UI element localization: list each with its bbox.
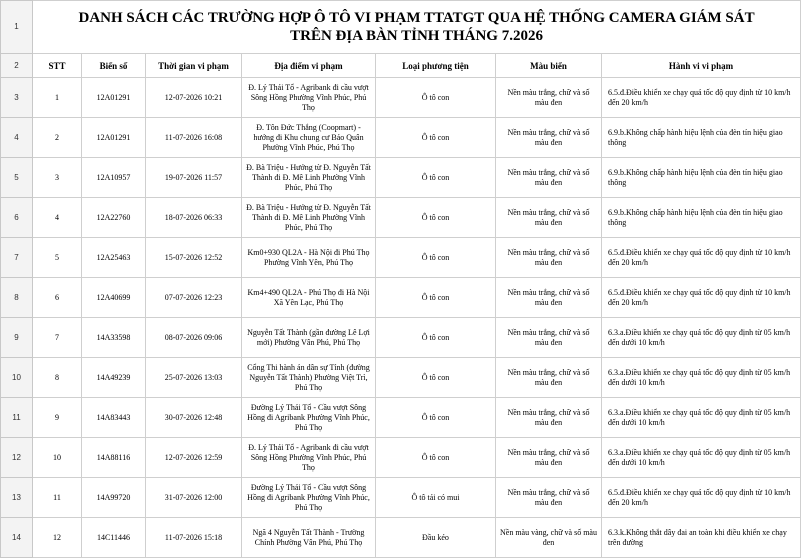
table-row [1, 278, 801, 318]
sheet-title[interactable] [33, 1, 801, 54]
table-row [1, 358, 801, 398]
table-row [1, 118, 801, 158]
cell-stt[interactable]: 12 [33, 518, 82, 558]
cell-vehicle-type[interactable]: Ô tô con [376, 158, 496, 198]
cell-violation[interactable]: 6.5.đ.Điều khiển xe chạy quá tốc độ quy định từ 10 km/h đến 20 km/h [602, 78, 801, 118]
cell-plate-color[interactable]: Nền màu trắng, chữ và số màu đen [496, 398, 602, 438]
cell-plate-color[interactable]: Nền màu trắng, chữ và số màu đen [496, 78, 602, 118]
cell-time[interactable]: 11-07-2026 15:18 [146, 518, 242, 558]
cell-vehicle-type[interactable]: Ô tô con [376, 118, 496, 158]
cell-violation[interactable]: 6.9.b.Không chấp hành hiệu lệnh của đèn tín hiệu giao thông [602, 158, 801, 198]
cell-location[interactable]: Đ. Lý Thái Tổ - Agribank đi cầu vượt Sông Hồng Phường Vĩnh Phúc, Phú Thọ [242, 438, 376, 478]
row-number[interactable]: 9 [1, 318, 33, 358]
cell-violation[interactable]: 6.5.đ.Điều khiển xe chạy quá tốc độ quy định từ 10 km/h đến 20 km/h [602, 478, 801, 518]
cell-location[interactable]: Đ. Bà Triệu - Hướng từ Đ. Nguyễn Tất Thành đi Đ. Mê Linh Phường Vĩnh Phúc, Phú Thọ [242, 158, 376, 198]
cell-violation[interactable]: 6.5.đ.Điều khiển xe chạy quá tốc độ quy định từ 10 km/h đến 20 km/h [602, 238, 801, 278]
cell-vehicle-type[interactable]: Ô tô tải có mui [376, 478, 496, 518]
cell-plate[interactable]: 14A33598 [82, 318, 146, 358]
row-number[interactable]: 10 [1, 358, 33, 398]
cell-plate-color[interactable]: Nền màu trắng, chữ và số màu đen [496, 198, 602, 238]
cell-plate[interactable]: 14A99720 [82, 478, 146, 518]
row-number[interactable]: 7 [1, 238, 33, 278]
table-row [1, 398, 801, 438]
table-row [1, 518, 801, 558]
header-row [1, 54, 801, 78]
cell-plate[interactable]: 12A01291 [82, 78, 146, 118]
cell-plate-color[interactable]: Nền màu trắng, chữ và số màu đen [496, 478, 602, 518]
header-violation[interactable]: Hành vi vi phạm [602, 54, 801, 78]
cell-time[interactable]: 08-07-2026 09:06 [146, 318, 242, 358]
cell-violation[interactable]: 6.5.đ.Điều khiển xe chạy quá tốc độ quy định từ 10 km/h đến 20 km/h [602, 278, 801, 318]
row-number[interactable]: 5 [1, 158, 33, 198]
cell-stt[interactable]: 5 [33, 238, 82, 278]
header-time[interactable]: Thời gian vi phạm [146, 54, 242, 78]
cell-stt[interactable]: 1 [33, 78, 82, 118]
cell-location[interactable]: Đ. Bà Triệu - Hướng từ Đ. Nguyễn Tất Thành đi Đ. Mê Linh Phường Vĩnh Phúc, Phú Thọ [242, 198, 376, 238]
title-line-1: DANH SÁCH CÁC TRƯỜNG HỢP Ô TÔ VI PHẠM TTATGT QUA HỆ THỐNG CAMERA GIÁM SÁT [78, 10, 755, 26]
title-line-2: TRÊN ĐỊA BÀN TỈNH THÁNG 7.2026 [290, 28, 543, 44]
cell-plate[interactable]: 12A01291 [82, 118, 146, 158]
cell-plate-color[interactable]: Nền màu trắng, chữ và số màu đen [496, 358, 602, 398]
row-number[interactable]: 13 [1, 478, 33, 518]
table-row [1, 158, 801, 198]
cell-plate[interactable]: 12A40699 [82, 278, 146, 318]
cell-plate[interactable]: 14C11446 [82, 518, 146, 558]
row-number[interactable]: 4 [1, 118, 33, 158]
cell-vehicle-type[interactable]: Ô tô con [376, 398, 496, 438]
table-row [1, 478, 801, 518]
cell-time[interactable]: 07-07-2026 12:23 [146, 278, 242, 318]
cell-location[interactable]: Km0+930 QL2A - Hà Nội đi Phú Thọ Phường Vĩnh Yên, Phú Thọ [242, 238, 376, 278]
cell-location[interactable]: Cổng Thi hành án dân sự Tỉnh (đường Nguyễn Tất Thành) Phường Việt Trì, Phú Thọ [242, 358, 376, 398]
table-row [1, 438, 801, 478]
cell-plate-color[interactable]: Nền màu vàng, chữ và số màu đen [496, 518, 602, 558]
cell-violation[interactable]: 6.9.b.Không chấp hành hiệu lệnh của đèn tín hiệu giao thông [602, 198, 801, 238]
cell-stt[interactable]: 4 [33, 198, 82, 238]
row-number[interactable]: 14 [1, 518, 33, 558]
cell-location[interactable]: Nguyễn Tất Thành (gần đường Lê Lợi mới) Phường Vân Phú, Phú Thọ [242, 318, 376, 358]
cell-stt[interactable]: 11 [33, 478, 82, 518]
header-location[interactable]: Địa điểm vi phạm [242, 54, 376, 78]
row-number[interactable]: 12 [1, 438, 33, 478]
cell-stt[interactable]: 9 [33, 398, 82, 438]
cell-stt[interactable]: 2 [33, 118, 82, 158]
cell-location[interactable]: Đ. Lý Thái Tổ - Agribank đi cầu vượt Sông Hồng Phường Vĩnh Phúc, Phú Thọ [242, 78, 376, 118]
cell-vehicle-type[interactable]: Ô tô con [376, 438, 496, 478]
cell-time[interactable]: 25-07-2026 13:03 [146, 358, 242, 398]
cell-stt[interactable]: 10 [33, 438, 82, 478]
cell-violation[interactable]: 6.3.a.Điều khiển xe chạy quá tốc độ quy định từ 05 km/h đến dưới 10 km/h [602, 358, 801, 398]
cell-violation[interactable]: 6.3.a.Điều khiển xe chạy quá tốc độ quy định từ 05 km/h đến dưới 10 km/h [602, 438, 801, 478]
cell-vehicle-type[interactable]: Ô tô con [376, 278, 496, 318]
cell-plate-color[interactable]: Nền màu trắng, chữ và số màu đen [496, 438, 602, 478]
cell-stt[interactable]: 6 [33, 278, 82, 318]
table-row [1, 198, 801, 238]
cell-plate-color[interactable]: Nền màu trắng, chữ và số màu đen [496, 278, 602, 318]
cell-plate[interactable]: 14A83443 [82, 398, 146, 438]
row-number[interactable]: 2 [1, 54, 33, 78]
cell-stt[interactable]: 3 [33, 158, 82, 198]
cell-stt[interactable]: 8 [33, 358, 82, 398]
row-number[interactable]: 3 [1, 78, 33, 118]
table-row [1, 78, 801, 118]
table-row [1, 318, 801, 358]
row-number[interactable]: 6 [1, 198, 33, 238]
row-number[interactable]: 1 [1, 1, 33, 54]
cell-vehicle-type[interactable]: Ô tô con [376, 198, 496, 238]
cell-plate-color[interactable]: Nền màu trắng, chữ và số màu đen [496, 238, 602, 278]
cell-time[interactable]: 12-07-2026 10:21 [146, 78, 242, 118]
cell-plate-color[interactable]: Nền màu trắng, chữ và số màu đen [496, 158, 602, 198]
cell-time[interactable]: 12-07-2026 12:59 [146, 438, 242, 478]
cell-location[interactable]: Km4+490 QL2A - Phú Thọ đi Hà Nội Xã Yên Lạc, Phú Thọ [242, 278, 376, 318]
cell-stt[interactable]: 7 [33, 318, 82, 358]
cell-vehicle-type[interactable]: Ô tô con [376, 318, 496, 358]
cell-violation[interactable]: 6.3.k.Không thắt dây đai an toàn khi điều khiển xe chạy trên đường [602, 518, 801, 558]
cell-vehicle-type[interactable]: Ô tô con [376, 238, 496, 278]
cell-plate[interactable]: 12A10957 [82, 158, 146, 198]
cell-time[interactable]: 19-07-2026 11:57 [146, 158, 242, 198]
cell-violation[interactable]: 6.9.b.Không chấp hành hiệu lệnh của đèn tín hiệu giao thông [602, 118, 801, 158]
cell-plate-color[interactable]: Nền màu trắng, chữ và số màu đen [496, 318, 602, 358]
cell-plate[interactable]: 14A49239 [82, 358, 146, 398]
header-vehicle-type[interactable]: Loại phương tiện [376, 54, 496, 78]
table-row [1, 238, 801, 278]
cell-time[interactable]: 31-07-2026 12:00 [146, 478, 242, 518]
cell-plate-color[interactable]: Nền màu trắng, chữ và số màu đen [496, 118, 602, 158]
cell-vehicle-type[interactable]: Ô tô con [376, 78, 496, 118]
cell-plate[interactable]: 14A88116 [82, 438, 146, 478]
row-number[interactable]: 11 [1, 398, 33, 438]
cell-plate[interactable]: 12A25463 [82, 238, 146, 278]
header-plate[interactable]: Biển số [82, 54, 146, 78]
cell-location[interactable]: Đường Lý Thái Tổ - Cầu vượt Sông Hồng đi Agribank Phường Vĩnh Phúc, Phú Thọ [242, 398, 376, 438]
cell-vehicle-type[interactable]: Đầu kéo [376, 518, 496, 558]
cell-time[interactable]: 30-07-2026 12:48 [146, 398, 242, 438]
cell-violation[interactable]: 6.3.a.Điều khiển xe chạy quá tốc độ quy định từ 05 km/h đến dưới 10 km/h [602, 398, 801, 438]
header-plate-color[interactable]: Màu biển [496, 54, 602, 78]
row-number[interactable]: 8 [1, 278, 33, 318]
cell-location[interactable]: Ngã 4 Nguyễn Tất Thành - Trường Chính Phường Vân Phú, Phú Thọ [242, 518, 376, 558]
cell-time[interactable]: 15-07-2026 12:52 [146, 238, 242, 278]
header-stt[interactable]: STT [33, 54, 82, 78]
cell-plate[interactable]: 12A22760 [82, 198, 146, 238]
title-row [1, 1, 801, 54]
cell-violation[interactable]: 6.3.a.Điều khiển xe chạy quá tốc độ quy định từ 05 km/h đến dưới 10 km/h [602, 318, 801, 358]
cell-time[interactable]: 18-07-2026 06:33 [146, 198, 242, 238]
cell-vehicle-type[interactable]: Ô tô con [376, 358, 496, 398]
cell-time[interactable]: 11-07-2026 16:08 [146, 118, 242, 158]
cell-location[interactable]: Đ. Tôn Đức Thắng (Coopmart) - hướng đi Khu chung cư Bảo Quân Phường Vĩnh Phúc, Phú Thọ [242, 118, 376, 158]
cell-location[interactable]: Đường Lý Thái Tổ - Cầu vượt Sông Hồng đi Agribank Phường Vĩnh Phúc, Phú Thọ [242, 478, 376, 518]
